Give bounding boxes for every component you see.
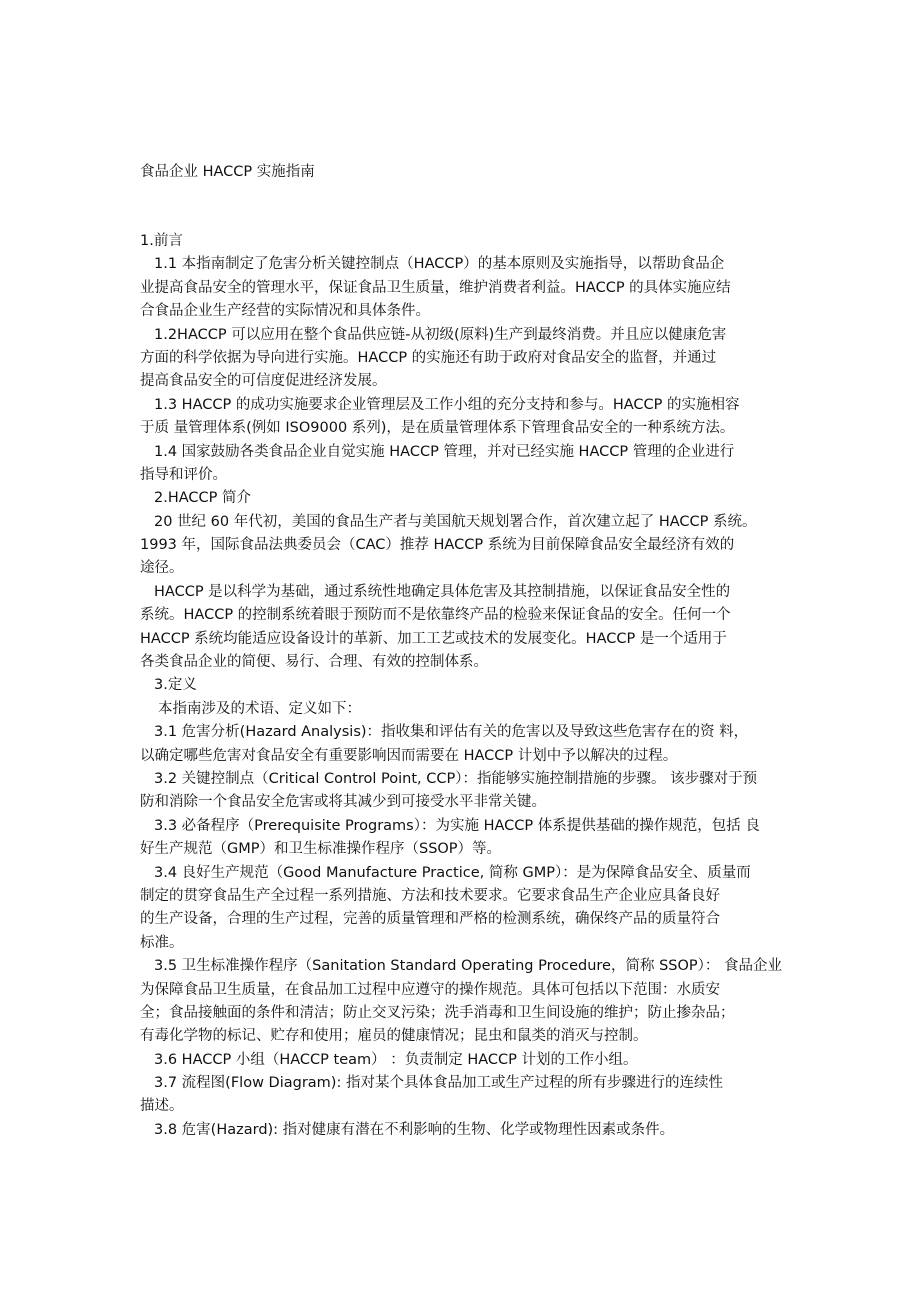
text-line: 有毒化学物的标记、贮存和使用；雇员的健康情况；昆虫和鼠类的消灭与控制。	[140, 1028, 648, 1045]
text-line: 本指南涉及的术语、定义如下：	[158, 700, 361, 717]
text-line: 描述。	[140, 1098, 184, 1115]
text-line: 3.3 必备程序（Prerequisite Programs）：为实施 HACCP 体系提供基础的操作规范，包括 良	[154, 817, 760, 834]
text-line: 业提高食品安全的管理水平，保证食品卫生质量，维护消费者利益。HACCP 的具体实施应结	[140, 279, 731, 296]
text-line: 途径。	[140, 560, 184, 577]
text-line: HACCP 是以科学为基础，通过系统性地确定具体危害及其控制措施，以保证食品安全性的	[154, 583, 731, 600]
text-line: 以确定哪些危害对食品安全有重要影响因而需要在 HACCP 计划中予以解决的过程。	[140, 747, 678, 764]
text-line: 1993 年，国际食品法典委员会（CAC）推荐 HACCP 系统为目前保障食品安全最经济有效的	[140, 537, 735, 554]
text-line: 为保障食品卫生质量，在食品加工过程中应遵守的操作规范。具体可包括以下范围：水质安	[140, 981, 720, 998]
text-line: 3.1 危害分析(Hazard Analysis)：指收集和评估有关的危害以及导致这些危害存在的资 料，	[154, 724, 749, 741]
text-line: 标准。	[140, 934, 184, 951]
document-title: 食品企业 HACCP 实施指南	[140, 164, 315, 180]
text-line: 3.6 HACCP 小组（HACCP team） ：负责制定 HACCP 计划的工作小组。	[154, 1051, 638, 1068]
text-line: 合食品企业生产经营的实际情况和具体条件。	[140, 303, 430, 320]
text-line: 2.HACCP 简介	[154, 490, 252, 507]
text-line: 3.5 卫生标准操作程序（Sanitation Standard Operating Procedure，简称 SSOP）： 食品企业	[154, 958, 782, 975]
text-line: 1.2HACCP 可以应用在整个食品供应链-从初级(原料)生产到最终消费。并且应以健康危害	[154, 326, 727, 343]
text-line: 3.7 流程图(Flow Diagram): 指对某个具体食品加工或生产过程的所有步骤进行的连续性	[154, 1075, 723, 1092]
text-line: 1.1 本指南制定了危害分析关键控制点（HACCP）的基本原则及实施指导，以帮助食品企	[154, 256, 725, 273]
text-line: 3.定义	[154, 677, 197, 694]
text-line: 3.8 危害(Hazard): 指对健康有潜在不利影响的生物、化学或物理性因素或条件。	[154, 1121, 675, 1138]
text-line: 方面的科学依据为导向进行实施。HACCP 的实施还有助于政府对食品安全的监督，并通过	[140, 349, 717, 366]
text-line: 3.2 关键控制点（Critical Control Point, CCP）：指能够实施控制措施的步骤。 该步骤对于预	[154, 770, 758, 787]
text-line: 好生产规范（GMP）和卫生标准操作程序（SSOP）等。	[140, 841, 502, 858]
text-line: 3.4 良好生产规范（Good Manufacture Practice, 简称 GMP）：是为保障食品安全、质量而	[154, 864, 751, 881]
text-line: 于质 量管理体系(例如 ISO9000 系列)，是在质量管理体系下管理食品安全的一种系统方法。	[140, 420, 735, 437]
text-line: 1.4 国家鼓励各类食品企业自觉实施 HACCP 管理，并对已经实施 HACCP 管理的企业进行	[154, 443, 735, 460]
text-line: 系统。HACCP 的控制系统着眼于预防而不是依靠终产品的检验来保证食品的安全。任何一个	[140, 607, 731, 624]
document-body	[140, 230, 785, 1142]
text-line: 各类食品企业的简便、易行、合理、有效的控制体系。	[140, 654, 488, 671]
text-line: 制定的贯穿食品生产全过程一系列措施、方法和技术要求。它要求食品生产企业应具备良好	[140, 887, 720, 904]
text-line: 指导和评价。	[140, 466, 227, 483]
text-line: 全；食品接触面的条件和清洁；防止交叉污染；洗手消毒和卫生间设施的维护；防止掺杂品；	[140, 1004, 735, 1021]
text-line: 20 世纪 60 年代初，美国的食品生产者与美国航天规划署合作，首次建立起了 HACCP 系统。	[154, 513, 757, 530]
text-line: HACCP 系统均能适应设备设计的革新、加工工艺或技术的发展变化。HACCP 是一个适用于	[140, 630, 727, 647]
text-line: 防和消除一个食品安全危害或将其减少到可接受水平非常关键。	[140, 794, 546, 811]
text-line: 提高食品安全的可信度促进经济发展。	[140, 373, 387, 390]
text-line: 的生产设备，合理的生产过程，完善的质量管理和严格的检测系统，确保终产品的质量符合	[140, 911, 720, 928]
text-line: 1.前言	[140, 233, 183, 249]
text-line: 1.3 HACCP 的成功实施要求企业管理层及工作小组的充分支持和参与。HACCP 的实施相容	[154, 396, 740, 413]
